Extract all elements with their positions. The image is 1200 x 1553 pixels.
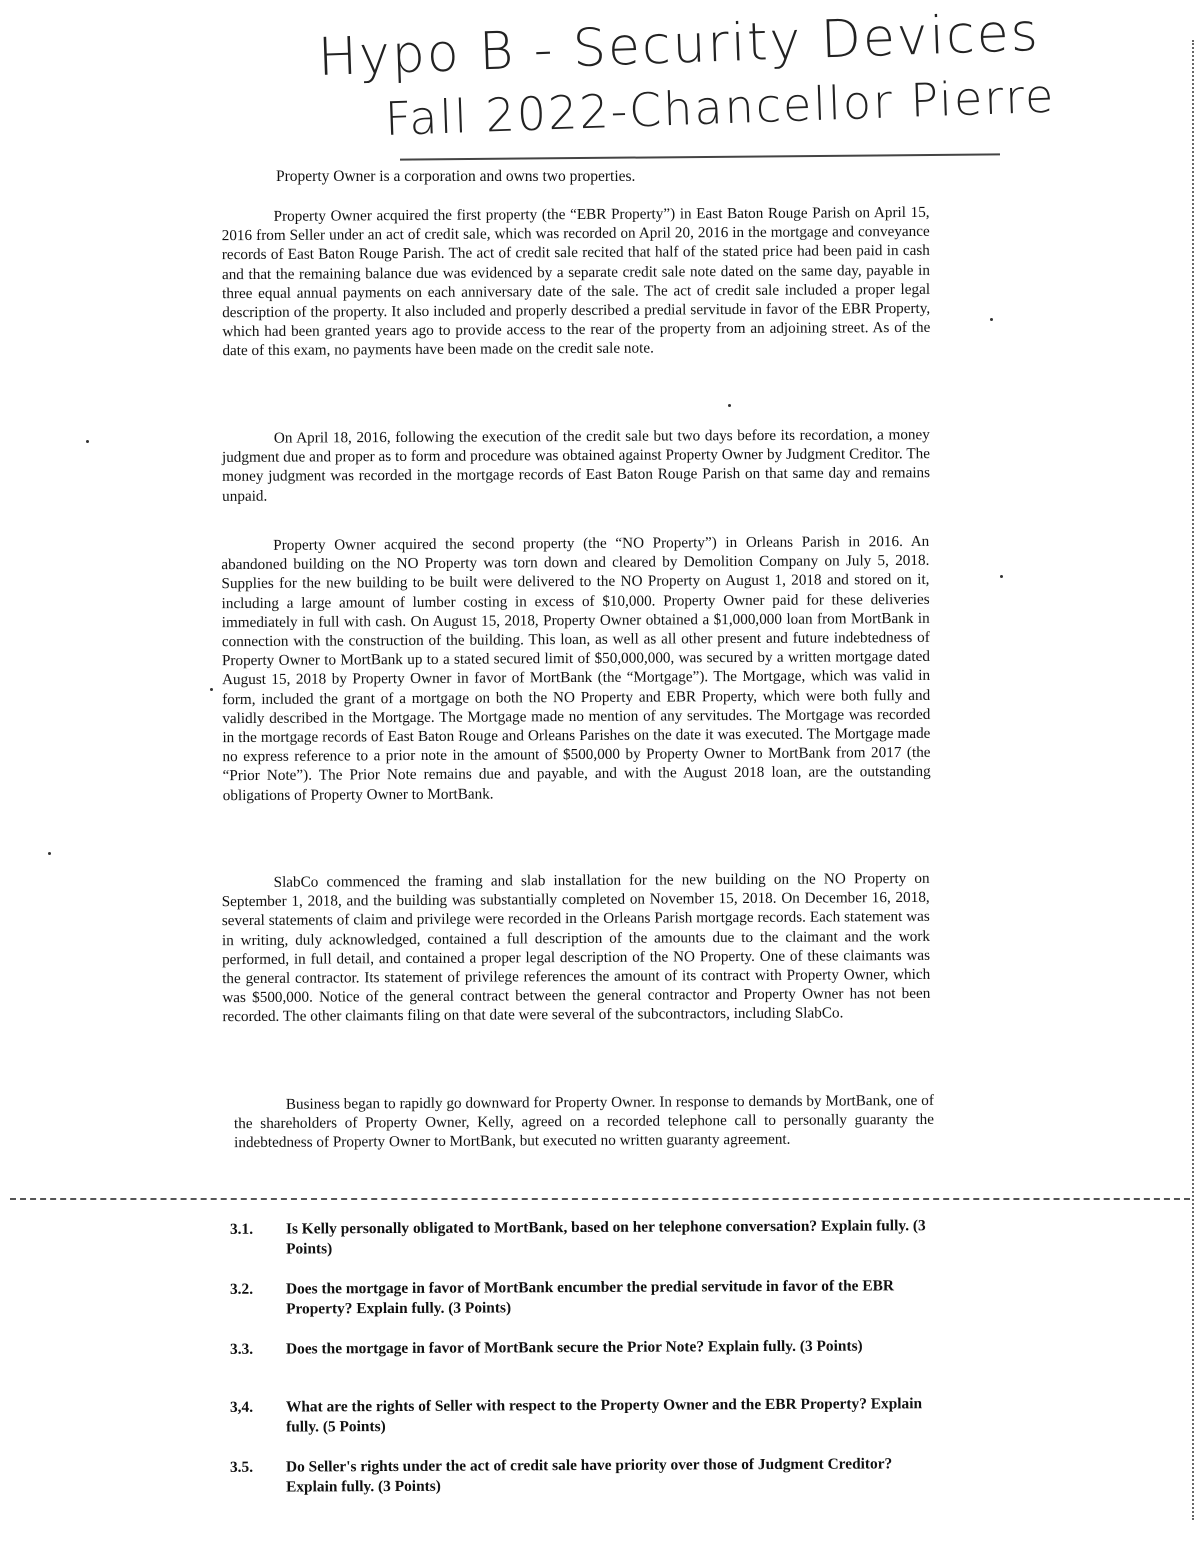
handwritten-subtitle: Fall 2022-Chancellor Pierre — [384, 68, 1057, 146]
question-item — [230, 1394, 930, 1437]
intro-sentence: Property Owner is a corporation and owns two properties. — [276, 168, 636, 185]
question-number: 3.1. — [229, 1220, 254, 1238]
scan-speck — [48, 852, 51, 855]
question-text: Is Kelly personally obligated to MortBank, based on her telephone conversation? Explain fully. (3 Points) — [285, 1217, 926, 1258]
paragraph-ebr-property: Property Owner acquired the first property (the “EBR Property”) in East Baton Rouge Parish on April 15, 2016 from Seller under an act of credit sale, which was recorded on April 20, 2016 in the mortgage and conveyance records of East Baton Rouge Parish. The act of credit sale recited that half of the stated price had been paid in cash and that the remaining balance due was evidenced by a separate credit sale note dated on the same day, payable in three equal annual payments on each anniversary date of the sale. The act of credit sale included a proper legal description of the property. It also included and properly described a predial servitude in favor of the EBR Property, which had been granted years ago to provide access to the rear of the property from an adjoining street. As of the date of this exam, no payments have been made on the credit sale note. — [221, 203, 931, 360]
question-text: Does the mortgage in favor of MortBank secure the Prior Note? Explain fully. (3 Points) — [285, 1337, 863, 1358]
question-text: Does the mortgage in favor of MortBank encumber the predial servitude in favor of the EBR Property? Explain fully. (3 Points) — [285, 1277, 895, 1318]
paragraph-kelly-guaranty: Business began to rapidly go downward for Property Owner. In response to demands by MortBank, one of the shareholders of Property Owner, Kelly, agreed on a recorded telephone call to personally guaranty the indebtedness of Property Owner to MortBank, but executed no written guaranty agreement. — [233, 1091, 935, 1152]
question-number: 3,4. — [229, 1398, 254, 1416]
paragraph-no-property: Property Owner acquired the second property (the “NO Property”) in Orleans Parish in 2016. An abandoned building on the NO Property was torn down and cleared by Demolition Company on July 5, 2018. Supplies for the new building to be built were delivered to the NO Property on August 1, 2018 and stored on it, including a large amount of lumber costing in excess of $10,000. Property Owner paid for these deliveries immediately in full with cash. On August 15, 2018, Property Owner obtained a $1,000,000 loan from MortBank in connection with the construction of the building. This loan, as well as all other present and future indebtedness of Property Owner to MortBank up to a stated secured limit of $50,000,000, was secured by a written mortgage dated August 15, 2018 by Property Owner in favor of MortBank (the “Mortgage”). The Mortgage, which was valid in form, included the grant of a mortgage on both the NO Property and EBR Property, which were both fully and validly described in the Mortgage. The Mortgage made no mention of any servitudes. The Mortgage was recorded in the mortgage records of East Baton Rouge and Orleans Parishes on the date it was executed. The Mortgage made no express reference to a prior note in the amount of $500,000 by Property Owner to MortBank from 2017 (the “Prior Note”). The Prior Note remains due and payable, and with the August 2018 loan, are the outstanding obligations of Property Owner to MortBank. — [221, 532, 931, 804]
handwritten-underline — [400, 153, 1000, 160]
scan-edge-mark — [1192, 40, 1194, 1520]
question-item — [230, 1216, 930, 1259]
scan-speck — [210, 688, 213, 691]
scan-speck — [990, 318, 993, 321]
section-divider — [10, 1198, 1190, 1200]
paragraph-slabco: SlabCo commenced the framing and slab installation for the new building on the NO Property on September 1, 2018, and the building was substantially completed on November 15, 2018. On December 16, 2018, several statements of claim and privilege were recorded in the Orleans Parish mortgage records. Each statement was in writing, duly acknowledged, contained a full description of the amounts due to the claimant and the work performed, in full detail, and contained a proper legal description of the NO Property. One of these claimants was the general contractor. Its statement of privilege references the amount of its contract with Property Owner, which was $500,000. Notice of the general contract between the general contractor and Property Owner has not been recorded. The other claimants filing on that date were several of the subcontractors, including SlabCo. — [221, 869, 931, 1026]
question-item — [230, 1276, 930, 1319]
scan-speck — [728, 404, 731, 407]
scan-speck — [1000, 575, 1003, 578]
question-text: What are the rights of Seller with respect to the Property Owner and the EBR Property? Explain fully. (5 Points) — [285, 1395, 923, 1436]
question-number: 3.2. — [229, 1280, 254, 1298]
handwritten-title: Hypo B - Security Devices — [316, 2, 1041, 88]
scan-speck — [86, 440, 89, 443]
question-text: Do Seller's rights under the act of credit sale have priority over those of Judgment Creditor? Explain fully. (3 Points) — [285, 1455, 893, 1496]
question-item — [230, 1454, 930, 1497]
question-number: 3.3. — [229, 1340, 254, 1358]
question-number: 3.5. — [229, 1458, 254, 1476]
paragraph-money-judgment: On April 18, 2016, following the execution of the credit sale but two days before its recordation, a money judgment due and proper as to form and procedure was obtained against Property Owner by Judgment Creditor. The money judgment was recorded in the mortgage records of East Baton Rouge Parish on that same day and remains unpaid. — [221, 426, 931, 505]
question-item — [230, 1336, 930, 1359]
